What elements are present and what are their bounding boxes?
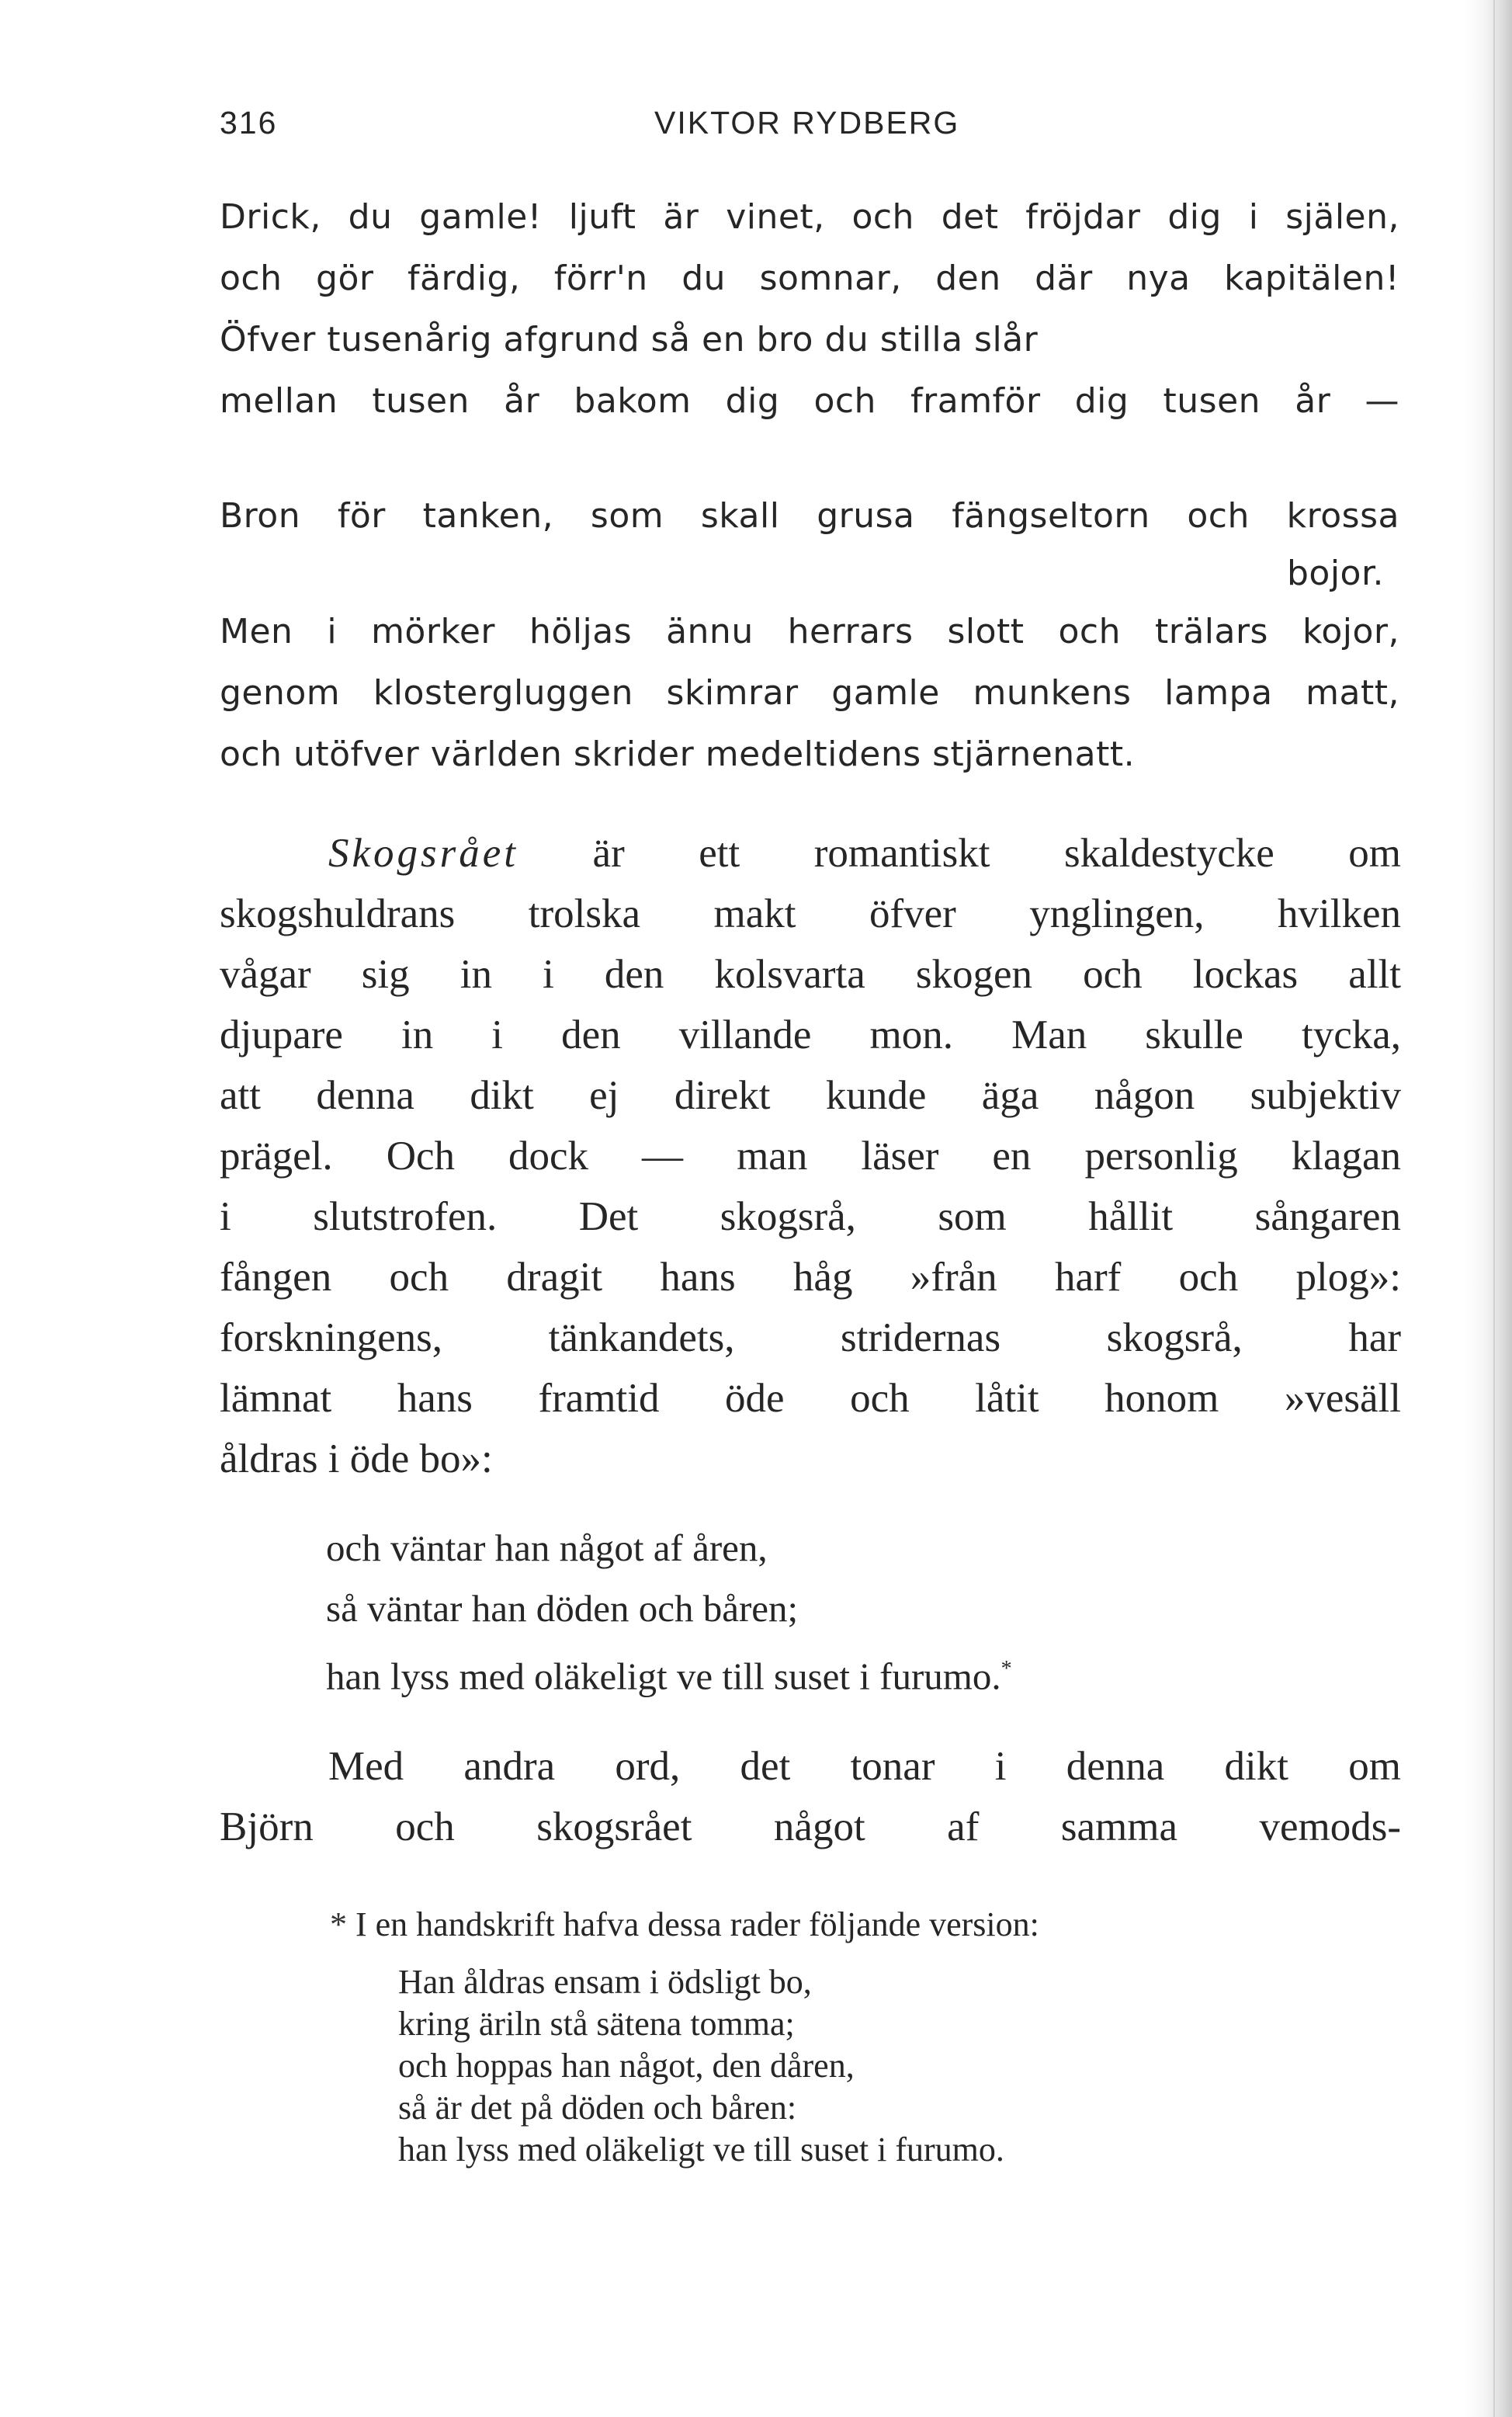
work-title: Skogsrået: [328, 831, 519, 876]
page-edge-line: [1493, 0, 1495, 2417]
paragraph-line: forskningens, tänkandets, stridernas skogsrå, har: [220, 1315, 1401, 1360]
footnote-verse-line: kring äriln stå sätena tomma;: [398, 2005, 795, 2043]
quoted-verse: [326, 1518, 1397, 1700]
poem-line: Drick, du gamle! ljuft är vinet, och det fröjdar dig i själen,: [220, 197, 1399, 237]
footnote-text: I en handskrift hafva dessa rader följande version:: [355, 1905, 1039, 1943]
footnote-verse-line: han lyss med oläkeligt ve till suset i furumo.: [398, 2131, 1004, 2169]
paragraph-line: i slutstrofen. Det skogsrå, som hållit sångaren: [220, 1194, 1401, 1239]
footnote-verse: [398, 1961, 1385, 2171]
poem-line: Men i mörker höljas ännu herrars slott och trälars kojor,: [220, 612, 1399, 651]
poem-line: Bron för tanken, som skall grusa fängseltorn och krossa: [220, 496, 1399, 536]
poem-line: mellan tusen år bakom dig och framför dig tusen år —: [220, 381, 1399, 421]
paragraph-first-line: [220, 823, 1401, 884]
prose-paragraph-2: [220, 1736, 1401, 1857]
footnote: [330, 1901, 1385, 2171]
verse-line: [326, 1639, 1397, 1700]
footnote-reference: *: [1000, 1657, 1012, 1681]
footnote-lead: [330, 1901, 1385, 1949]
prose-paragraph-1: [220, 823, 1401, 1489]
footnote-verse-line: Han åldras ensam i ödsligt bo,: [398, 1963, 812, 2001]
paragraph-first-line: Med andra ord, det tonar i denna dikt om: [328, 1744, 1401, 1789]
paragraph-line: djupare in i den villande mon. Man skulle tycka,: [220, 1012, 1401, 1057]
poem-line-continuation: bojor.: [1286, 554, 1384, 593]
page-edge-shadow: [1465, 0, 1512, 2417]
running-title: VIKTOR RYDBERG: [654, 105, 960, 141]
paragraph-line: prägel. Och dock — man läser en personlig klagan: [220, 1134, 1401, 1179]
verse-line: så väntar han döden och båren;: [326, 1587, 799, 1630]
verse-line-text: han lyss med oläkeligt ve till suset i furumo.: [326, 1655, 1001, 1698]
paragraph-line: lämnat hans framtid öde och låtit honom »vesäll: [220, 1376, 1401, 1421]
poem-line: Öfver tusenårig afgrund så en bro du stilla slår: [220, 320, 1039, 359]
paragraph-line: åldras i öde bo»:: [220, 1436, 493, 1481]
poem-line: genom klostergluggen skimrar gamle munkens lampa matt,: [220, 673, 1399, 713]
footnote-verse-line: och hoppas han något, den dåren,: [398, 2047, 855, 2085]
poem-stanza-2: [220, 485, 1399, 785]
paragraph-line: skogshuldrans trolska makt öfver ynglingen, hvilken: [220, 891, 1401, 936]
footnote-mark: *: [330, 1905, 347, 1943]
paragraph-line: fången och dragit hans håg »från harf och plog»:: [220, 1255, 1401, 1300]
poem-line: och utöfver världen skrider medeltidens stjärnenatt.: [220, 734, 1136, 774]
page-number: 316: [220, 105, 278, 141]
verse-line: och väntar han något af åren,: [326, 1526, 768, 1569]
paragraph-line: att denna dikt ej direkt kunde äga någon subjektiv: [220, 1073, 1401, 1118]
page-header: [220, 105, 1399, 151]
paragraph-line: vågar sig in i den kolsvarta skogen och lockas allt: [220, 952, 1401, 997]
poem-line: och gör färdig, förr'n du somnar, den där nya kapitälen!: [220, 259, 1399, 298]
paragraph-line: Björn och skogsrået något af samma vemods-: [220, 1804, 1401, 1849]
footnote-verse-line: så är det på döden och båren:: [398, 2089, 797, 2127]
paragraph-text: är ett romantiskt skaldestycke om: [518, 831, 1401, 876]
poem-stanza-1: [220, 186, 1399, 432]
